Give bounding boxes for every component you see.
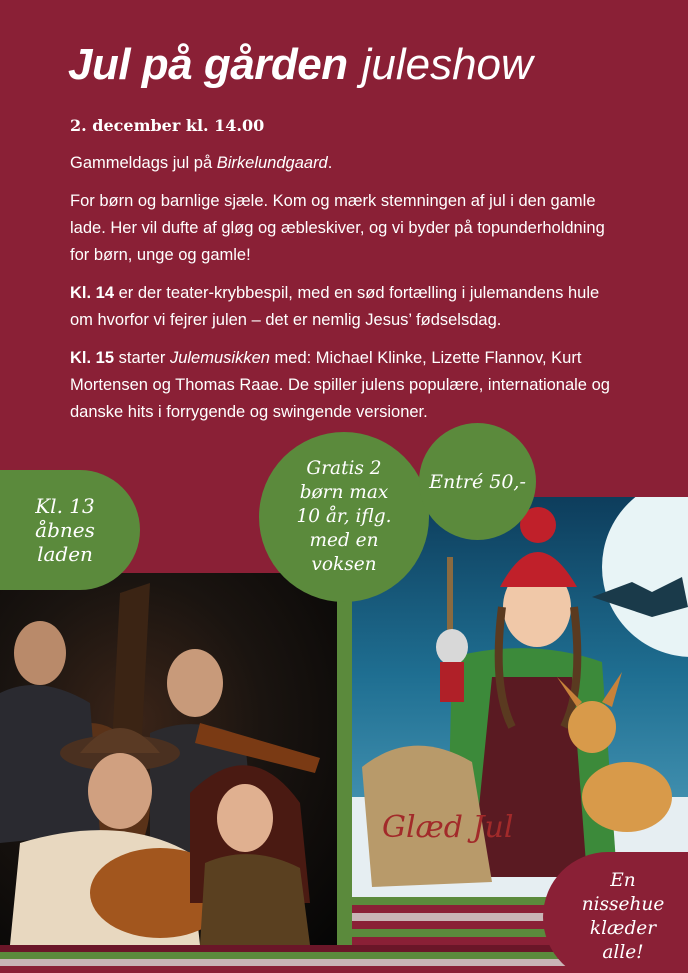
kl15-paragraph [70, 345, 615, 426]
title-sub: juleshow [361, 40, 533, 89]
description-paragraph: For børn og barnlige sjæle. Kom og mærk stemningen af jul i den gamle lade. Her vil dufte af gløg og æbleskiver, og vi byder på topunderholdning for børn, unge og gamle! [70, 192, 605, 264]
hat-text: En nissehue klæder alle! [581, 870, 665, 963]
kl15-band: Julemusikken [169, 349, 270, 367]
kl15-label: Kl. 15 [70, 349, 115, 367]
kl14-paragraph [70, 280, 615, 334]
kl14-text: er der teater-krybbespil, med en sød fortælling i julemandens hule om hvorfor vi fejrer julen – det er nemlig Jesus’ fødselsdag. [70, 284, 600, 329]
green-divider [337, 573, 352, 973]
page-title [68, 40, 533, 90]
doors-open-text: Kl. 13 åbnes laden [35, 494, 95, 566]
free-kids-text: Gratis 2 børn max 10 år, iflg. med en voksen [296, 458, 392, 575]
kl15-text-b: med: Michael Klinke, Lizette Flannov, Kurt Mortensen og Thomas Raae. De spiller julens populære, internationale og danske hits i forrygende og swingende versioner. [70, 349, 610, 421]
hat-badge [543, 852, 688, 973]
title-main: Jul på gården [68, 40, 348, 89]
sack-text: Glæd Jul [382, 810, 514, 845]
kl14-label: Kl. 14 [70, 284, 115, 302]
intro-place: Birkelundgaard [216, 154, 328, 172]
intro-paragraph [70, 150, 615, 177]
entry-text: Entré 50,- [429, 470, 526, 493]
band-photo [0, 573, 337, 945]
intro-text: Gammeldags jul på [70, 154, 217, 172]
band-illustration [0, 573, 337, 945]
free-kids-badge [259, 432, 429, 602]
entry-badge [419, 423, 536, 540]
event-text [70, 112, 615, 437]
doors-open-badge [0, 470, 140, 590]
kl15-text-a: starter [114, 349, 170, 367]
intro-suffix: . [327, 154, 333, 172]
event-date: 2. december kl. 14.00 [70, 116, 265, 135]
